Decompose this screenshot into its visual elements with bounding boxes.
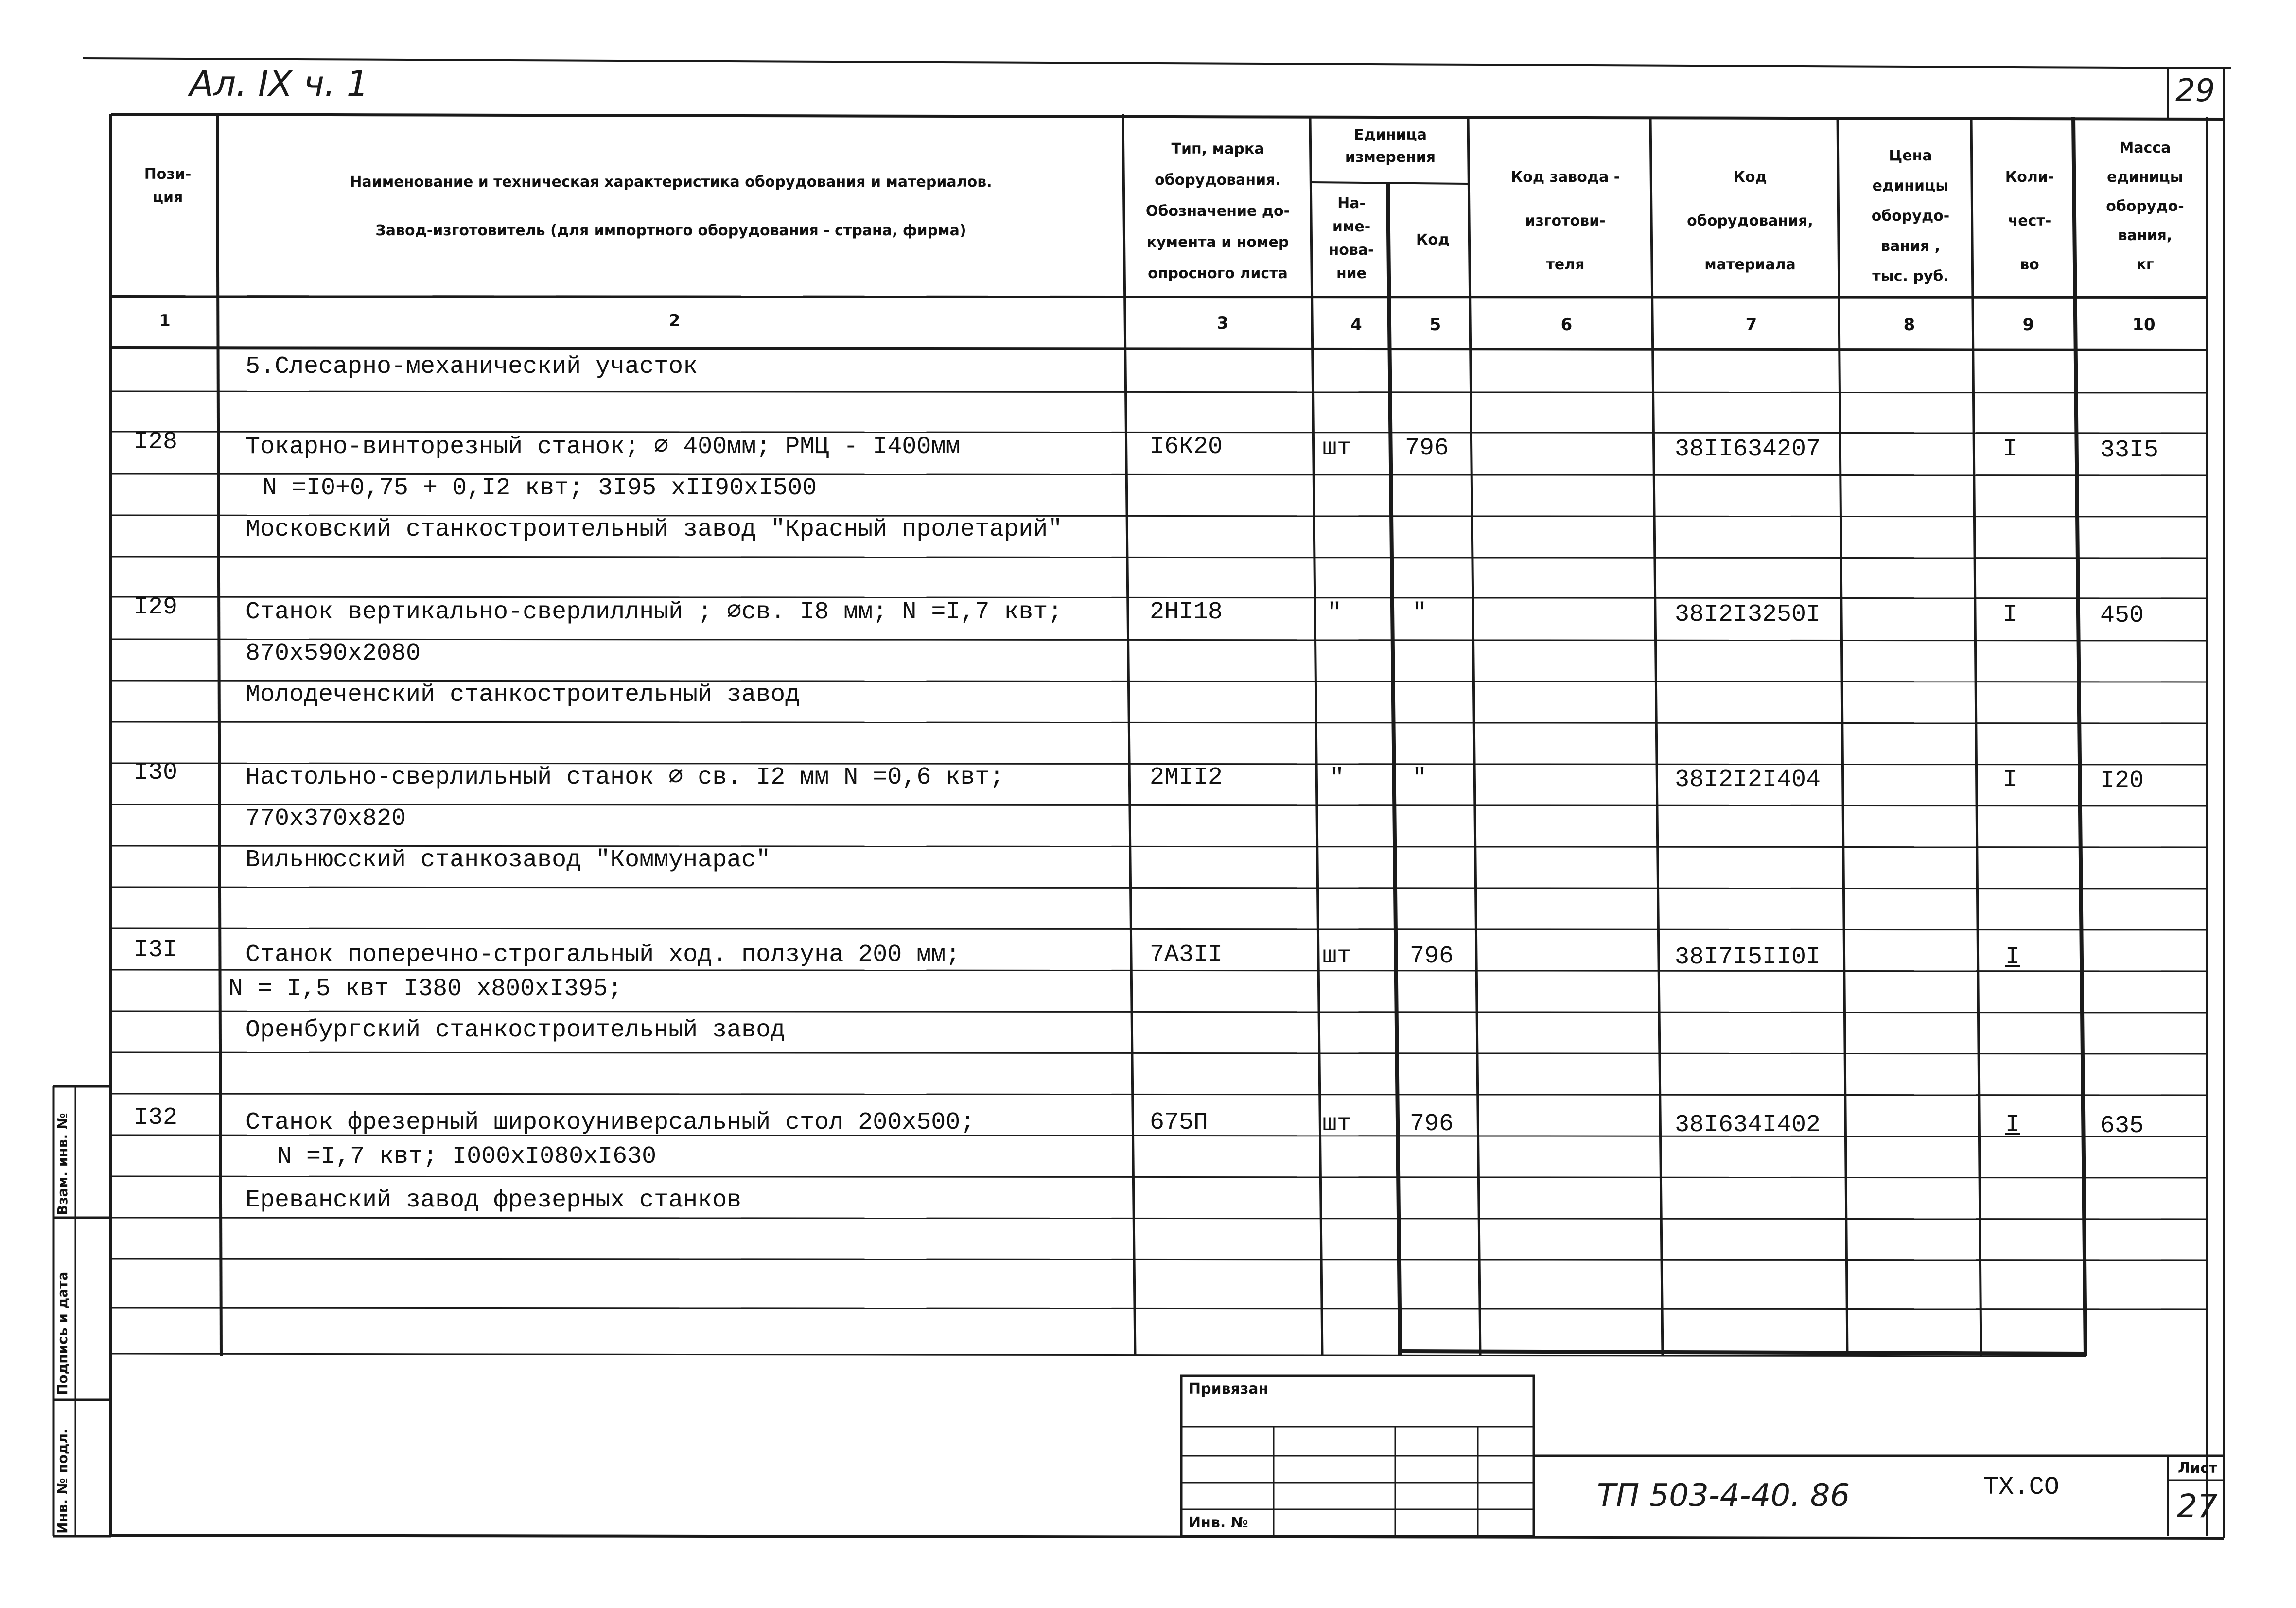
item-position: I28: [134, 428, 178, 456]
item-equipment-code: 38II634207: [1675, 436, 1821, 463]
item-quantity: I: [2003, 766, 2018, 794]
item-unit: ": [1327, 599, 1342, 627]
item-unit: шт: [1322, 435, 1352, 462]
item-description-line: Молодеченский станкостроительный завод: [245, 681, 800, 709]
item-description-line: Станок фрезерный широкоуниверсальный стол 200х500;: [245, 1109, 975, 1136]
item-description-line: Токарно-винторезный станок; ⌀ 400мм; РМЦ - I400мм: [245, 433, 961, 461]
side-label-replaced-inv: Взам. инв. №: [54, 1113, 70, 1215]
header-factory-code: Код завода - изготови- теля: [1510, 169, 1620, 273]
column-number: 8: [1903, 315, 1915, 334]
item-description-line: N =I,7 квт; I000хI080хI630: [277, 1143, 657, 1171]
header-equipment-code: Код оборудования, материала: [1687, 169, 1813, 273]
item-mass: 33I5: [2100, 437, 2159, 464]
item-equipment-code: 38I2I2I404: [1675, 766, 1821, 794]
stamp-privyazan: Привязан: [1189, 1381, 1269, 1398]
item-position: I30: [134, 759, 178, 787]
side-label-original-inv: Инв. № подл.: [54, 1428, 70, 1534]
item-unit: шт: [1322, 943, 1352, 970]
column-number: 3: [1217, 314, 1228, 333]
header-unit: Единица измерения: [1345, 126, 1436, 166]
item-description-line: 770х370х820: [245, 805, 406, 833]
item-description-line: Станок вертикально-сверлиллный ; ⌀св. I8 мм; N =I,7 квт;: [245, 598, 1063, 626]
album-note: Ал. IX ч. 1: [190, 63, 369, 104]
section-title: 5.Слесарно-механический участок: [245, 353, 698, 381]
column-number: 9: [2022, 315, 2034, 334]
item-description-line: Вильнюсский станкозавод "Коммунарас": [245, 846, 771, 874]
item-position: I3I: [134, 936, 178, 964]
item-type: 675П: [1150, 1109, 1209, 1136]
item-description-line: N = I,5 квт I380 х800хI395;: [228, 975, 623, 1003]
item-unit-code: 796: [1410, 943, 1454, 970]
column-number: 2: [668, 311, 681, 331]
header-position: Пози- ция: [144, 166, 192, 206]
item-description-line: 870х590х2080: [245, 640, 421, 667]
header-quantity: Коли- чест- во: [2005, 169, 2054, 273]
item-mass: 635: [2100, 1112, 2144, 1140]
page-number-top: 29: [2175, 73, 2215, 109]
item-quantity: I: [2005, 1111, 2020, 1139]
header-unit-code: Код: [1416, 231, 1450, 248]
item-quantity: I: [2003, 436, 2018, 463]
side-label-signature-date: Подпись и дата: [54, 1271, 70, 1395]
header-price: Цена единицы оборудо- вания , тыс. руб.: [1871, 147, 1950, 285]
column-number: 1: [159, 311, 171, 331]
sheet-number: 27: [2177, 1487, 2218, 1525]
stamp-inv-no: Инв. №: [1189, 1514, 1248, 1531]
item-description-line: Ереванский завод фрезерных станков: [245, 1187, 742, 1214]
item-unit-code: 796: [1405, 435, 1449, 462]
document-suffix: ТХ.СО: [1983, 1473, 2060, 1502]
item-quantity: I: [2005, 944, 2020, 971]
item-description-line: Московский станкостроительный завод "Красный пролетарий": [245, 516, 1063, 543]
header-type: Тип, марка оборудования. Обозначение до- кумента и номер опросного листа: [1145, 140, 1290, 282]
column-number: 4: [1350, 315, 1362, 334]
item-equipment-code: 38I7I5II0I: [1675, 944, 1821, 971]
item-description-line: Оренбургский станкостроительный завод: [245, 1016, 786, 1044]
item-mass: 450: [2100, 602, 2144, 629]
item-description-line: Станок поперечно-строгальный ход. ползуна 200 мм;: [245, 941, 961, 969]
item-type: 2МII2: [1150, 764, 1223, 791]
header-mass: Масса единицы оборудо- вания, кг: [2106, 140, 2184, 273]
item-unit: шт: [1322, 1110, 1352, 1138]
item-description-line: Настольно-сверлильный станок ⌀ св. I2 мм N =0,6 квт;: [245, 764, 1004, 791]
item-unit: ": [1330, 765, 1345, 792]
column-number: 10: [2132, 315, 2156, 334]
column-number: 5: [1429, 315, 1441, 334]
document-code: ТП 503-4-40. 86: [1597, 1478, 1850, 1514]
item-description-line: N =I0+0,75 + 0,I2 квт; 3I95 хII90хI500: [263, 474, 817, 502]
item-position: I32: [134, 1104, 178, 1132]
item-quantity: I: [2003, 601, 2018, 629]
item-equipment-code: 38I634I402: [1675, 1111, 1821, 1139]
item-equipment-code: 38I2I3250I: [1675, 601, 1821, 629]
item-type: 7А3II: [1150, 941, 1223, 969]
item-type: I6К20: [1150, 433, 1223, 461]
item-position: I29: [134, 594, 178, 621]
item-mass: I20: [2100, 767, 2144, 795]
column-number: 7: [1745, 315, 1757, 334]
item-unit-code: ": [1412, 765, 1427, 792]
item-unit-code: ": [1412, 599, 1427, 627]
item-type: 2НI18: [1150, 598, 1223, 626]
column-number: 6: [1560, 315, 1573, 334]
header-unit-name: На- име- нова- ние: [1329, 195, 1374, 282]
item-unit-code: 796: [1410, 1110, 1454, 1138]
header-name: Наименование и техническая характеристика оборудования и материалов. Завод-изготовитель (для импортного оборудования - страна, фирма): [350, 174, 992, 239]
sheet-label: Лист: [2178, 1460, 2218, 1477]
